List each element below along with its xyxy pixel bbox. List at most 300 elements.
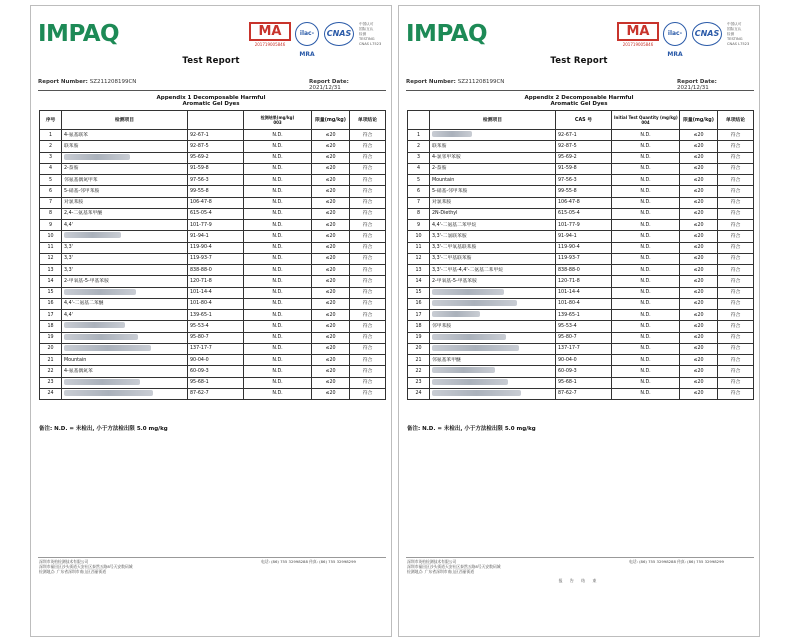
results-table — [407, 110, 754, 400]
row-number: 13 — [408, 265, 430, 276]
test-result: N.D. — [612, 197, 680, 208]
cas-number: 99-55-8 — [556, 186, 612, 197]
verdict: 符合 — [350, 152, 386, 163]
row-number: 6 — [408, 186, 430, 197]
limit-value: ≤20 — [680, 276, 718, 287]
test-result: N.D. — [612, 242, 680, 253]
limit-value: ≤20 — [312, 321, 350, 332]
verdict: 符合 — [350, 298, 386, 309]
table-row — [408, 287, 754, 298]
test-item: 4,4'-二氨基二苯甲烷 — [430, 220, 556, 231]
verdict: 符合 — [718, 208, 754, 219]
table-row — [408, 141, 754, 152]
cas-number: 120-71-8 — [188, 276, 244, 287]
row-number: 22 — [408, 366, 430, 377]
cas-number: 95-80-7 — [556, 332, 612, 343]
limit-value: ≤20 — [312, 152, 350, 163]
test-item — [430, 310, 556, 321]
test-item: 对氯苯胺 — [430, 197, 556, 208]
row-number: 3 — [408, 152, 430, 163]
cas-number: 101-80-4 — [188, 298, 244, 309]
verdict: 符合 — [718, 355, 754, 366]
limit-value: ≤20 — [680, 366, 718, 377]
limit-value: ≤20 — [680, 253, 718, 264]
row-number: 24 — [408, 388, 430, 399]
verdict: 符合 — [718, 130, 754, 141]
test-result: N.D. — [612, 343, 680, 354]
verdict: 符合 — [718, 186, 754, 197]
test-result: N.D. — [244, 175, 312, 186]
footer-divider — [38, 557, 386, 558]
row-number: 19 — [40, 332, 62, 343]
header-item: 检测项目 — [430, 111, 556, 130]
test-item: 4,4' — [62, 220, 188, 231]
cas-number: 101-77-9 — [556, 220, 612, 231]
redacted-mark — [64, 334, 138, 340]
row-number: 10 — [40, 231, 62, 242]
row-number: 21 — [40, 355, 62, 366]
cas-number: 87-62-7 — [188, 388, 244, 399]
redacted-mark — [432, 131, 472, 137]
limit-value: ≤20 — [680, 231, 718, 242]
row-number: 12 — [40, 253, 62, 264]
test-item — [62, 343, 188, 354]
table-row — [40, 141, 386, 152]
limit-value: ≤20 — [312, 231, 350, 242]
limit-value: ≤20 — [680, 242, 718, 253]
limit-value: ≤20 — [312, 253, 350, 264]
limit-value: ≤20 — [312, 332, 350, 343]
test-result: N.D. — [244, 343, 312, 354]
limit-value: ≤20 — [312, 310, 350, 321]
row-number: 17 — [40, 310, 62, 321]
verdict: 符合 — [718, 163, 754, 174]
row-number: 19 — [408, 332, 430, 343]
row-number: 18 — [40, 321, 62, 332]
verdict: 符合 — [350, 242, 386, 253]
limit-value: ≤20 — [680, 265, 718, 276]
test-result: N.D. — [244, 287, 312, 298]
test-item — [430, 298, 556, 309]
limit-value: ≤20 — [312, 298, 350, 309]
test-result: N.D. — [612, 366, 680, 377]
table-row — [408, 321, 754, 332]
verdict: 符合 — [718, 152, 754, 163]
test-result: N.D. — [244, 163, 312, 174]
verdict: 符合 — [718, 276, 754, 287]
table-row — [40, 231, 386, 242]
table-row — [408, 388, 754, 399]
row-number: 15 — [40, 287, 62, 298]
table-row — [408, 332, 754, 343]
table-row — [408, 186, 754, 197]
table-row — [408, 220, 754, 231]
limit-value: ≤20 — [312, 366, 350, 377]
limit-value: ≤20 — [312, 355, 350, 366]
cas-number: 119-90-4 — [188, 242, 244, 253]
header-result: 检测结果(mg/kg) 003 — [244, 111, 312, 130]
header-cas — [188, 111, 244, 130]
limit-value: ≤20 — [680, 287, 718, 298]
table-row — [40, 310, 386, 321]
cas-number: 91-94-1 — [188, 231, 244, 242]
verdict: 符合 — [350, 287, 386, 298]
row-number: 11 — [40, 242, 62, 253]
cas-number: 95-53-4 — [556, 321, 612, 332]
table-row — [408, 231, 754, 242]
table-row — [408, 377, 754, 388]
cas-number: 90-04-0 — [556, 355, 612, 366]
test-result: N.D. — [244, 298, 312, 309]
test-result: N.D. — [612, 298, 680, 309]
impaq-logo: IMPAQ — [38, 21, 120, 47]
row-number: 23 — [408, 377, 430, 388]
test-result: N.D. — [244, 130, 312, 141]
limit-value: ≤20 — [680, 152, 718, 163]
header-result: Initial Test Quantity (mg/kg) 004 — [612, 111, 680, 130]
cas-number: 95-69-2 — [188, 152, 244, 163]
redacted-mark — [432, 334, 506, 340]
test-item: 4,4'-二氨基二苯醚 — [62, 298, 188, 309]
test-item — [62, 321, 188, 332]
cas-number: 60-09-3 — [188, 366, 244, 377]
verdict: 符合 — [350, 175, 386, 186]
row-number: 11 — [408, 242, 430, 253]
test-item: 邻甲苯胺 — [430, 321, 556, 332]
verdict: 符合 — [350, 366, 386, 377]
table-row — [40, 220, 386, 231]
test-item — [62, 152, 188, 163]
accreditation-text: 中国认可 国际互认 检测 TESTING CNAS L7523 — [727, 22, 750, 46]
verdict: 符合 — [718, 141, 754, 152]
test-result: N.D. — [244, 377, 312, 388]
report-title: Test Report — [182, 56, 240, 66]
cas-number: 92-67-1 — [188, 130, 244, 141]
verdict: 符合 — [718, 332, 754, 343]
limit-value: ≤20 — [312, 265, 350, 276]
accreditation-text: 中国认可 国际互认 检测 TESTING CNAS L7523 — [359, 22, 382, 46]
test-item: 3,3'-二甲基联苯胺 — [430, 253, 556, 264]
limit-value: ≤20 — [312, 388, 350, 399]
cas-number: 615-05-4 — [556, 208, 612, 219]
cas-number: 60-09-3 — [556, 366, 612, 377]
cas-number: 91-94-1 — [556, 231, 612, 242]
table-row — [408, 298, 754, 309]
row-number: 7 — [408, 197, 430, 208]
cas-number: 95-53-4 — [188, 321, 244, 332]
test-result: N.D. — [244, 310, 312, 321]
test-result: N.D. — [244, 355, 312, 366]
limit-value: ≤20 — [680, 220, 718, 231]
cas-number: 838-88-0 — [188, 265, 244, 276]
test-result: N.D. — [244, 186, 312, 197]
test-result: N.D. — [244, 141, 312, 152]
row-number: 22 — [40, 366, 62, 377]
verdict: 符合 — [718, 265, 754, 276]
limit-value: ≤20 — [312, 343, 350, 354]
limit-value: ≤20 — [312, 276, 350, 287]
verdict: 符合 — [718, 231, 754, 242]
table-row — [408, 208, 754, 219]
report-date: Report Date: 2021/12/31 — [677, 79, 717, 91]
row-number: 21 — [408, 355, 430, 366]
report-number: Report Number: SZ211208199CN — [406, 79, 505, 85]
test-result: N.D. — [244, 332, 312, 343]
test-result: N.D. — [244, 220, 312, 231]
row-number: 16 — [408, 298, 430, 309]
table-row — [40, 298, 386, 309]
table-row — [408, 366, 754, 377]
limit-value: ≤20 — [312, 242, 350, 253]
table-row — [40, 355, 386, 366]
table-row — [408, 253, 754, 264]
cas-number: 92-67-1 — [556, 130, 612, 141]
test-result: N.D. — [244, 242, 312, 253]
cas-number: 119-93-7 — [188, 253, 244, 264]
row-number: 5 — [40, 175, 62, 186]
verdict: 符合 — [350, 355, 386, 366]
table-row — [408, 242, 754, 253]
test-result: N.D. — [612, 355, 680, 366]
limit-value: ≤20 — [312, 175, 350, 186]
ilac-mra-mark: ilac-MRA — [663, 22, 689, 50]
table-row — [40, 276, 386, 287]
header-limit: 限量(mg/kg) — [680, 111, 718, 130]
verdict: 符合 — [350, 197, 386, 208]
verdict: 符合 — [350, 332, 386, 343]
row-number: 8 — [408, 208, 430, 219]
report-date: Report Date: 2021/12/31 — [309, 79, 349, 91]
cas-number: 120-71-8 — [556, 276, 612, 287]
table-row — [40, 321, 386, 332]
redacted-mark — [64, 154, 130, 160]
footer-contact: 电话: (86) 755 32998288 传真: (86) 755 32998299 — [629, 559, 724, 564]
row-number: 7 — [40, 197, 62, 208]
limit-value: ≤20 — [312, 287, 350, 298]
redacted-mark — [64, 390, 153, 396]
row-number: 20 — [40, 343, 62, 354]
test-result: N.D. — [612, 377, 680, 388]
test-result: N.D. — [612, 220, 680, 231]
limit-value: ≤20 — [680, 310, 718, 321]
table-row — [408, 276, 754, 287]
test-result: N.D. — [612, 208, 680, 219]
test-result: N.D. — [612, 130, 680, 141]
redacted-mark — [64, 345, 151, 351]
test-item: 联苯胺 — [430, 141, 556, 152]
report-number: Report Number: SZ211208199CN — [38, 79, 137, 85]
test-item: 3,3' — [62, 242, 188, 253]
table-row — [40, 163, 386, 174]
impaq-logo: IMPAQ — [406, 21, 488, 47]
verdict: 符合 — [350, 265, 386, 276]
limit-value: ≤20 — [680, 186, 718, 197]
redacted-mark — [64, 289, 136, 295]
limit-value: ≤20 — [312, 377, 350, 388]
report-title: Test Report — [550, 56, 608, 66]
cas-number: 101-80-4 — [556, 298, 612, 309]
limit-value: ≤20 — [312, 130, 350, 141]
table-row — [40, 265, 386, 276]
limit-value: ≤20 — [680, 388, 718, 399]
row-number: 3 — [40, 152, 62, 163]
test-result: N.D. — [612, 175, 680, 186]
limit-value: ≤20 — [680, 175, 718, 186]
verdict: 符合 — [718, 377, 754, 388]
test-result: N.D. — [244, 366, 312, 377]
cas-number: 95-68-1 — [188, 377, 244, 388]
test-result: N.D. — [244, 208, 312, 219]
test-result: N.D. — [244, 388, 312, 399]
table-row — [40, 287, 386, 298]
redacted-mark — [64, 232, 121, 238]
row-number: 1 — [408, 130, 430, 141]
limit-value: ≤20 — [680, 197, 718, 208]
test-item — [62, 332, 188, 343]
test-item: 3,3'-二氯联苯胺 — [430, 231, 556, 242]
test-result: N.D. — [612, 321, 680, 332]
verdict: 符合 — [350, 130, 386, 141]
test-item: 邻氨基苯甲醚 — [430, 355, 556, 366]
test-result: N.D. — [612, 141, 680, 152]
report-page-1 — [30, 5, 392, 637]
verdict: 符合 — [350, 377, 386, 388]
row-number: 4 — [40, 163, 62, 174]
cnas-mark: CNAS — [692, 22, 724, 50]
cas-number: 101-14-4 — [188, 287, 244, 298]
redacted-mark — [432, 345, 519, 351]
test-result: N.D. — [244, 321, 312, 332]
verdict: 符合 — [718, 321, 754, 332]
test-item — [430, 366, 556, 377]
row-number: 17 — [408, 310, 430, 321]
verdict: 符合 — [350, 186, 386, 197]
row-number: 23 — [40, 377, 62, 388]
test-item: 联苯胺 — [62, 141, 188, 152]
test-item: 邻氨基偶氮甲苯 — [62, 175, 188, 186]
table-row — [40, 366, 386, 377]
test-item — [62, 287, 188, 298]
table-row — [40, 152, 386, 163]
appendix-title: Appendix 2 Decomposable Harmful Aromatic Gel Dyes — [524, 95, 634, 107]
test-result: N.D. — [244, 231, 312, 242]
table-row — [40, 343, 386, 354]
verdict: 符合 — [718, 197, 754, 208]
table-row — [40, 130, 386, 141]
test-item: 对氯苯胺 — [62, 197, 188, 208]
verdict: 符合 — [718, 220, 754, 231]
test-item: Mountain — [62, 355, 188, 366]
limit-value: ≤20 — [312, 197, 350, 208]
verdict: 符合 — [718, 388, 754, 399]
table-row — [40, 197, 386, 208]
row-number: 5 — [408, 175, 430, 186]
test-item: 2N-Diethyl — [430, 208, 556, 219]
verdict: 符合 — [350, 253, 386, 264]
row-number: 9 — [40, 220, 62, 231]
verdict: 符合 — [718, 366, 754, 377]
row-number: 8 — [40, 208, 62, 219]
test-item — [62, 377, 188, 388]
cas-number: 97-56-3 — [188, 175, 244, 186]
test-item: 2-萘胺 — [430, 163, 556, 174]
limit-value: ≤20 — [680, 141, 718, 152]
cas-number: 95-68-1 — [556, 377, 612, 388]
table-row — [408, 152, 754, 163]
test-item: 3,3'-二甲氧基联苯胺 — [430, 242, 556, 253]
test-item: 5-硝基-邻甲苯胺 — [430, 186, 556, 197]
test-result: N.D. — [244, 265, 312, 276]
table-row — [408, 343, 754, 354]
footer-address: 深圳市英柏检测技术有限公司 深圳市福田区沙头街道天安社区泰然五路8号天安数码城 检测地点: 广东省深圳市南山区西丽街道 — [39, 559, 133, 574]
verdict: 符合 — [718, 253, 754, 264]
cas-number: 139-65-1 — [188, 310, 244, 321]
verdict: 符合 — [350, 388, 386, 399]
test-result: N.D. — [612, 163, 680, 174]
redacted-mark — [432, 311, 480, 317]
table-row — [40, 242, 386, 253]
row-number: 6 — [40, 186, 62, 197]
cas-number: 90-04-0 — [188, 355, 244, 366]
limit-value: ≤20 — [312, 220, 350, 231]
row-number: 24 — [40, 388, 62, 399]
test-item — [62, 231, 188, 242]
limit-value: ≤20 — [680, 163, 718, 174]
cas-number: 615-05-4 — [188, 208, 244, 219]
test-result: N.D. — [244, 197, 312, 208]
table-note: 备注: N.D. = 未检出, 小于方法检出限 5.0 mg/kg — [407, 426, 536, 432]
verdict: 符合 — [718, 298, 754, 309]
footer-address: 深圳市英柏检测技术有限公司 深圳市福田区沙头街道天安社区泰然五路8号天安数码城 检测地点: 广东省深圳市南山区西丽街道 — [407, 559, 501, 574]
test-item: 2,4-二氨基苯甲醚 — [62, 208, 188, 219]
cas-number: 119-93-7 — [556, 253, 612, 264]
limit-value: ≤20 — [680, 343, 718, 354]
cas-number: 137-17-7 — [556, 343, 612, 354]
row-number: 13 — [40, 265, 62, 276]
cas-number: 101-77-9 — [188, 220, 244, 231]
verdict: 符合 — [350, 343, 386, 354]
test-item: 3,3' — [62, 265, 188, 276]
cas-number: 87-62-7 — [556, 388, 612, 399]
verdict: 符合 — [718, 287, 754, 298]
row-number: 14 — [408, 276, 430, 287]
header-no — [408, 111, 430, 130]
cas-number: 92-87-5 — [188, 141, 244, 152]
test-result: N.D. — [612, 276, 680, 287]
verdict: 符合 — [350, 276, 386, 287]
test-result: N.D. — [244, 253, 312, 264]
verdict: 符合 — [350, 220, 386, 231]
test-item: 3,3' — [62, 253, 188, 264]
test-item: Mountain — [430, 175, 556, 186]
table-row — [408, 197, 754, 208]
limit-value: ≤20 — [312, 208, 350, 219]
test-result: N.D. — [612, 152, 680, 163]
header-verdict: 单项结论 — [718, 111, 754, 130]
verdict: 符合 — [718, 242, 754, 253]
test-result: N.D. — [244, 152, 312, 163]
cma-mark: MA 201719005846 — [249, 22, 291, 50]
row-number: 1 — [40, 130, 62, 141]
table-row — [40, 208, 386, 219]
redacted-mark — [432, 390, 521, 396]
test-item — [62, 388, 188, 399]
verdict: 符合 — [350, 141, 386, 152]
table-header-row — [408, 111, 754, 130]
verdict: 符合 — [350, 163, 386, 174]
table-row — [408, 310, 754, 321]
test-item: 3,3'-二甲基-4,4'-二氨基二苯甲烷 — [430, 265, 556, 276]
